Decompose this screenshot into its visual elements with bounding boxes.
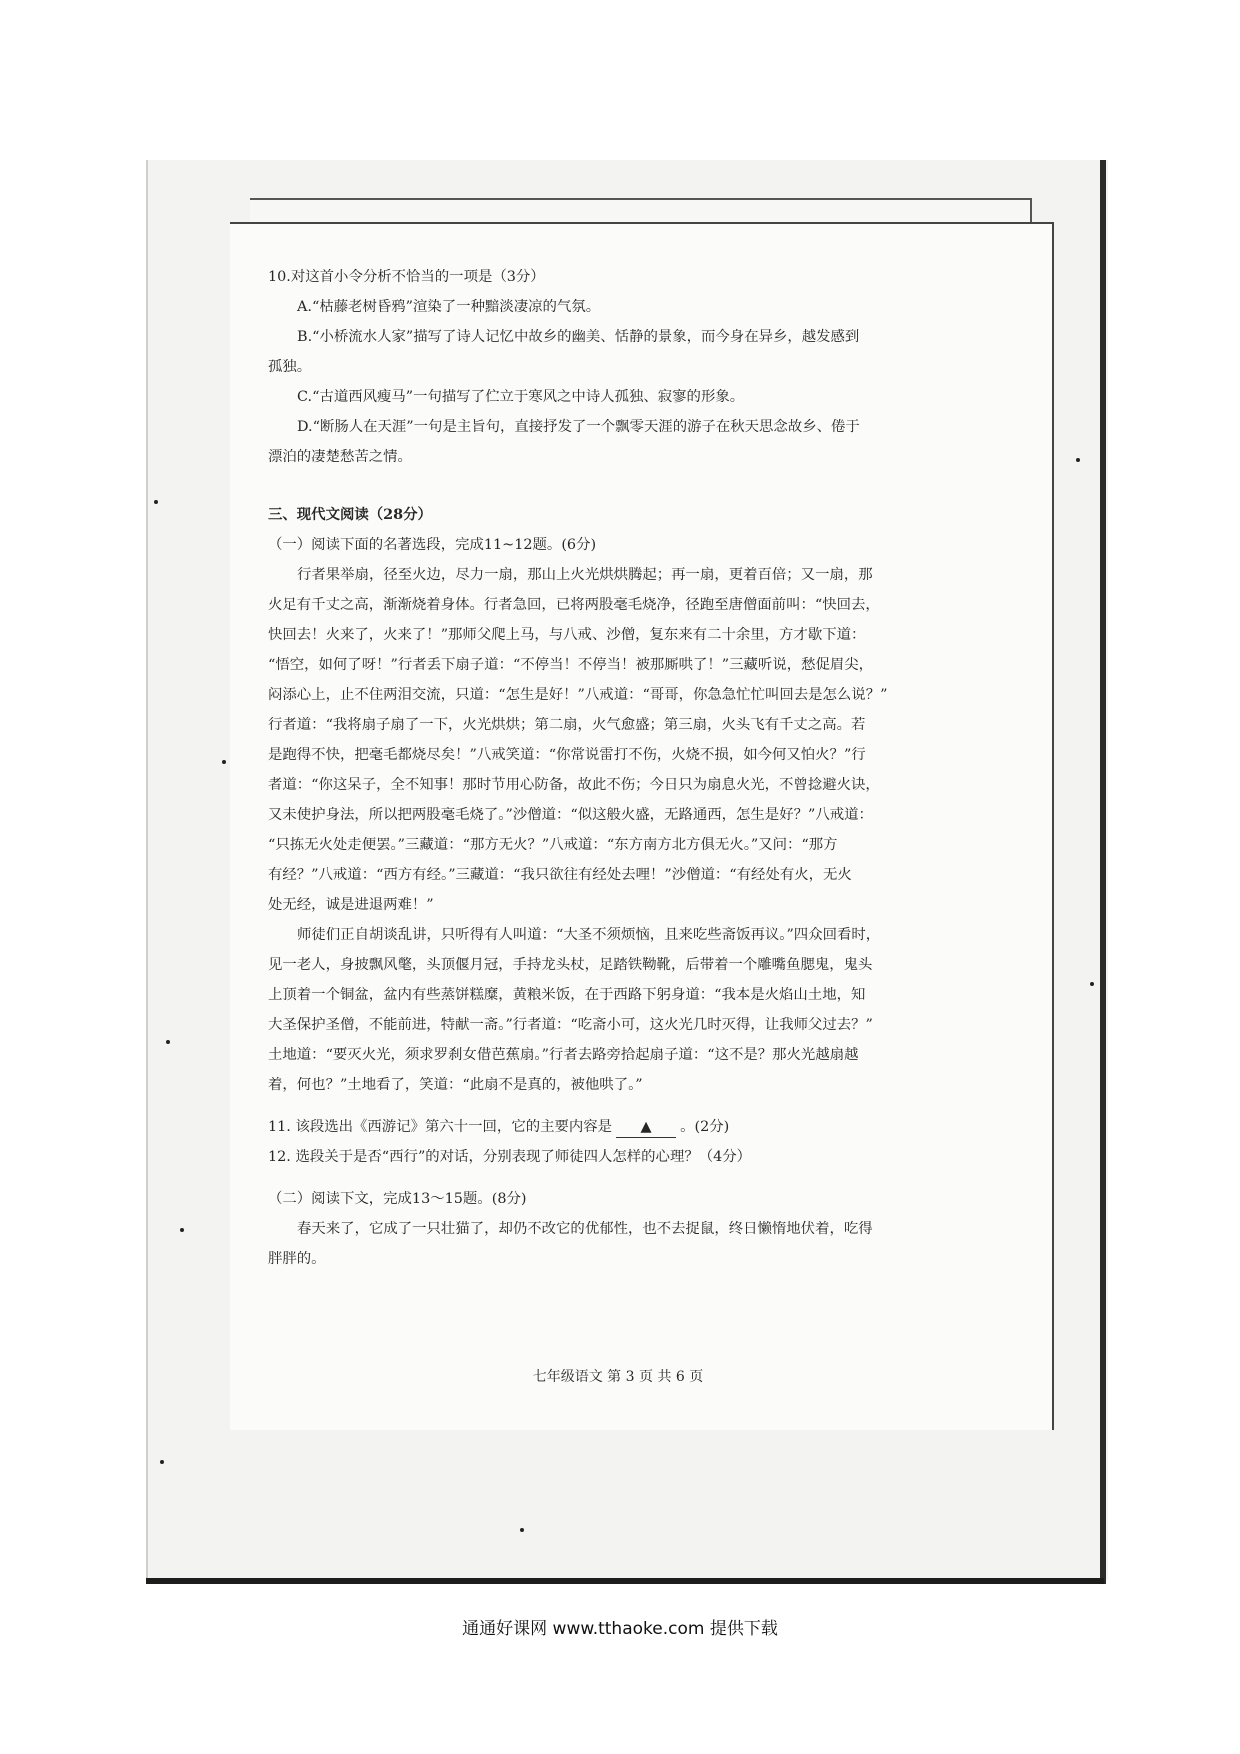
passage-line: 行者果举扇，径至火边，尽力一扇，那山上火光烘烘腾起；再一扇，更着百倍；又一扇，那: [297, 567, 873, 583]
passage-3-line: 春天来了，它成了一只壮猫了，却仍不改它的优郁性，也不去捉鼠，终日懒惰地伏着，吃得: [297, 1221, 873, 1237]
passage-line: “悟空，如何了呀！”行者丢下扇子道：“不停当！不停当！被那厮哄了！”三藏听说，愁促眉尖，: [268, 657, 874, 673]
passage-line: 处无经，诚是进退两难！”: [268, 897, 434, 913]
exam-content: [268, 262, 968, 1274]
q10-option-a: A.“枯藤老树昏鸦”渲染了一种黯淡凄凉的气氛。: [297, 299, 601, 315]
page-footer: 七年级语文 第 3 页 共 6 页: [532, 1369, 704, 1385]
passage-line: “只拣无火处走便罢。”三藏道：“那方无火？”八戒道：“东方南方北方俱无火。”又问：“那方: [268, 837, 838, 853]
question-12: 12. 选段关于是否“西行”的对话，分别表现了师徒四人怎样的心理？（4分）: [268, 1149, 752, 1165]
passage-line: 者道：“你这呆子，全不知事！那时节用心防备，故此不伤；今日只为扇息火光，不曾捻避火诀，: [268, 777, 880, 793]
scan-speck: [180, 1228, 184, 1232]
q10-option-d: D.“断肠人在天涯”一句是主旨句，直接抒发了一个飘零天涯的游子在秋天思念故乡、倦于: [297, 419, 860, 435]
passage-line: 是跑得不快，把毫毛都烧尽矣！”八戒笑道：“你常说雷打不伤，火烧不损，如今何又怕火？”行: [268, 747, 866, 763]
passage-line: 师徒们正自胡谈乱讲，只听得有人叫道：“大圣不须烦恼，且来吃些斋饭再议。”四众回看时，: [297, 927, 881, 943]
q10-option-c: C.“古道西风瘦马”一句描写了伫立于寒风之中诗人孤独、寂寥的形象。: [297, 389, 745, 405]
q10-option-b-cont: 孤独。: [268, 359, 312, 375]
scan-speck: [160, 1460, 164, 1464]
passage-line: 着，何也？”土地看了，笑道：“此扇不是真的，被他哄了。”: [268, 1077, 643, 1093]
q11-points: 。(2分): [680, 1119, 730, 1135]
scan-bottom-edge: [146, 1578, 1104, 1584]
answer-blank: ▲: [616, 1117, 676, 1138]
scan-speck: [166, 1040, 170, 1044]
scan-speck: [520, 1528, 524, 1532]
scan-speck: [1076, 458, 1080, 462]
scan-speck: [222, 760, 226, 764]
section-3-heading: 三、现代文阅读（28分）: [268, 506, 432, 523]
passage-line: 闷添心上，止不住两泪交流，只道：“怎生是好！”八戒道：“哥哥，你急急忙忙叫回去是怎么说？”: [268, 687, 888, 703]
passage-line: 又未使护身法，所以把两股毫毛烧了。”沙僧道：“似这般火盛，无路通西，怎生是好？”八戒道：: [268, 807, 873, 823]
passage-line: 火足有千丈之高，渐渐烧着身体。行者急回，已将两股毫毛烧净，径跑至唐僧面前叫：“快回去，: [268, 597, 880, 613]
download-caption: 通通好课网 www.tthaoke.com 提供下载: [462, 1619, 778, 1639]
passage-2: [268, 920, 968, 1100]
passage-line: 土地道：“要灭火光，须求罗刹女借芭蕉扇。”行者去路旁拾起扇子道：“这不是？那火光越扇越: [268, 1047, 859, 1063]
passage-line: 见一老人，身披飘风氅，头顶偃月冠，手持龙头杖，足踏铁靿靴，后带着一个雕嘴鱼腮鬼，鬼头: [268, 957, 873, 973]
passage-line: 上顶着一个铜盆，盆内有些蒸饼糕糜，黄粮米饭，在于西路下躬身道：“我本是火焰山土地，知: [268, 987, 866, 1003]
passage-1: [268, 560, 968, 920]
q11-text: 11. 该段选出《西游记》第六十一回，它的主要内容是: [268, 1119, 613, 1135]
scan-right-edge: [1100, 160, 1106, 1584]
scan-speck: [1090, 982, 1094, 986]
passage-line: 有经？”八戒道：“西方有经。”三藏道：“我只欲往有经处去哩！”沙僧道：“有经处有火，无火: [268, 867, 852, 883]
passage-line: 快回去！火来了，火来了！”那师父爬上马，与八戒、沙僧，复东来有二十余里，方才歇下道：: [268, 627, 866, 643]
question-11: [268, 1112, 968, 1142]
q10-option-b: B.“小桥流水人家”描写了诗人记忆中故乡的幽美、恬静的景象，而今身在异乡，越发感到: [297, 329, 860, 345]
passage-3-line: 胖胖的。: [268, 1251, 326, 1267]
question-10-stem: 10.对这首小令分析不恰当的一项是（3分）: [268, 269, 545, 285]
part-2-heading: （二）阅读下文，完成13～15题。(8分): [268, 1191, 527, 1207]
passage-line: 行者道：“我将扇子扇了一下，火光烘烘；第二扇，火气愈盛；第三扇，火头飞有千丈之高。若: [268, 717, 866, 733]
q10-option-d-cont: 漂泊的凄楚愁苦之情。: [268, 449, 412, 465]
part-1-heading: （一）阅读下面的名著选段，完成11~12题。(6分): [268, 537, 597, 553]
scan-speck: [154, 500, 158, 504]
passage-line: 大圣保护圣僧，不能前进，特献一斋。”行者道：“吃斋小可，这火光几时灭得，让我师父过去？”: [268, 1017, 873, 1033]
